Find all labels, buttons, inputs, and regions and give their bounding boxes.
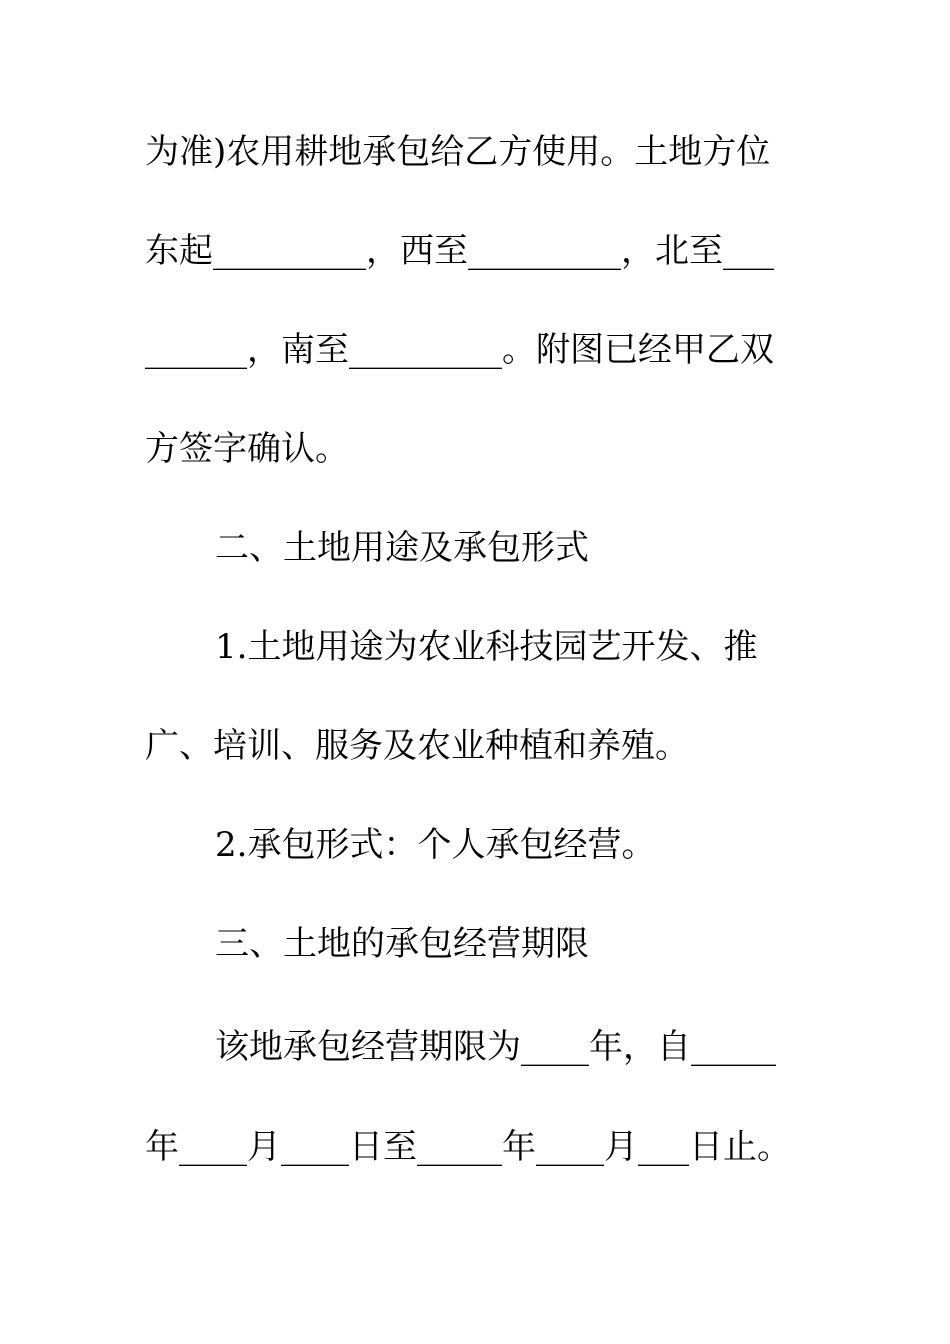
section-heading-2: 二、土地用途及承包形式 (215, 528, 589, 568)
clause-2-1-line-1: 1.土地用途为农业科技园艺开发、推 (215, 627, 758, 667)
term-paragraph-line-1: 该地承包经营期限为____年，自_____ (215, 1027, 776, 1067)
paragraph-line-2: 东起_________，西至_________，北至___ (145, 231, 774, 271)
paragraph-line-4: 方签字确认。 (145, 429, 349, 469)
paragraph-line-1: 为准)农用耕地承包给乙方使用。土地方位 (145, 132, 771, 172)
term-paragraph-line-2: 年____月____日至_____年____月___日止。 (145, 1127, 791, 1167)
section-heading-3: 三、土地的承包经营期限 (215, 924, 589, 964)
clause-2-1-line-2: 广、培训、服务及农业种植和养殖。 (145, 726, 689, 766)
clause-2-2: 2.承包形式：个人承包经营。 (215, 825, 656, 865)
paragraph-line-3: ______，南至_________。附图已经甲乙双 (145, 330, 774, 370)
